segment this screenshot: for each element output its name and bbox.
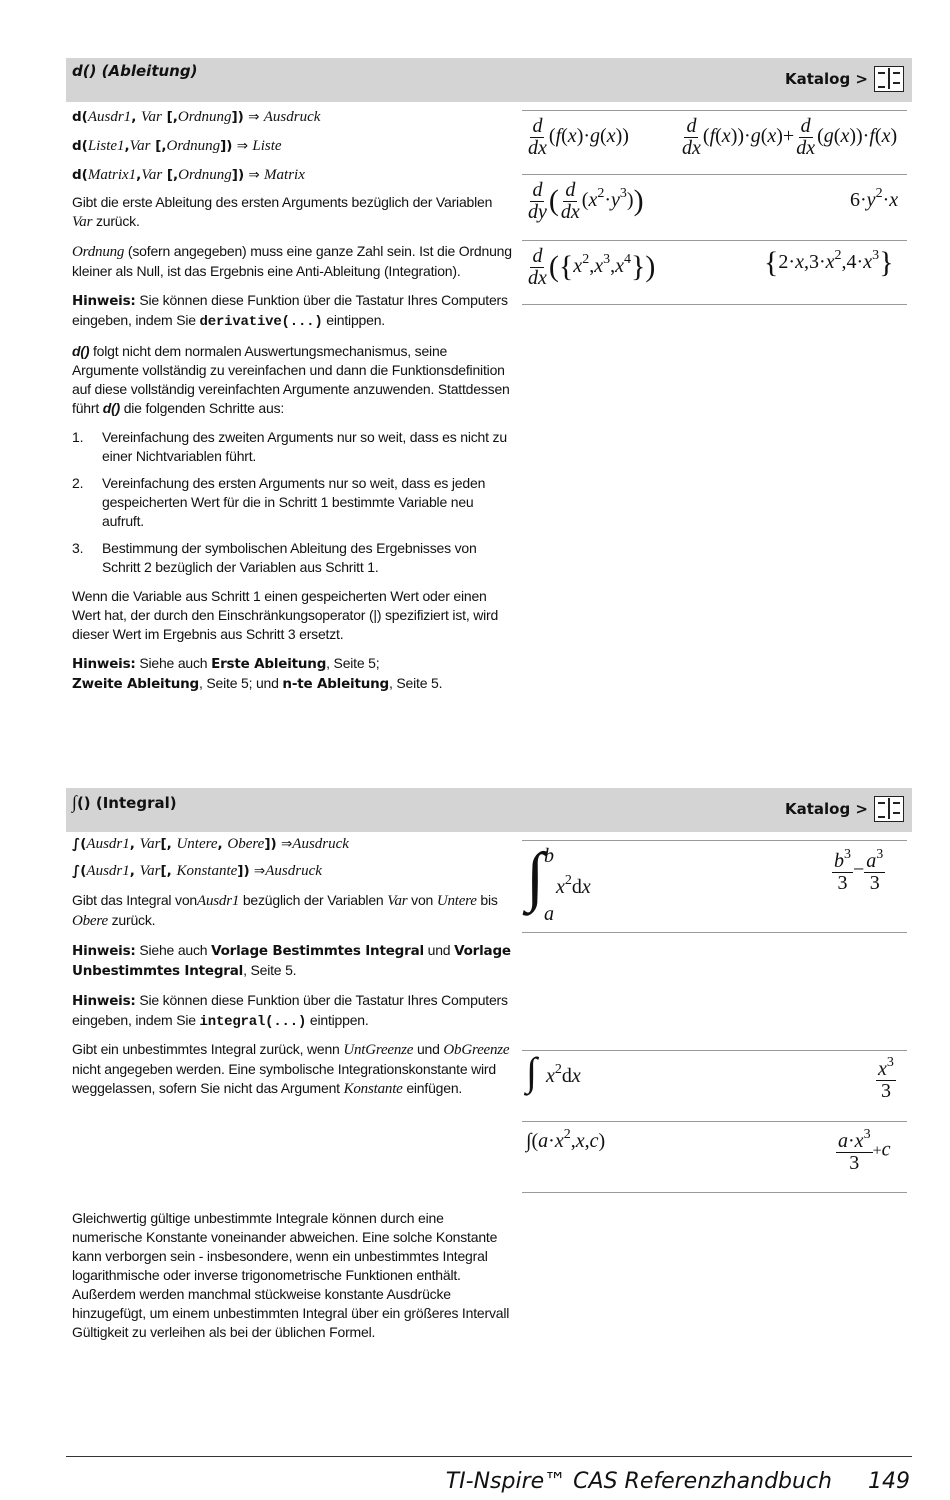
- example-result: $\frac{d}{dx}$ (f(x))·g(x)+ $\frac{d}{dx}$ (g(x))·f(x): [682, 115, 898, 159]
- example-result: $\frac{x^3}{3}$: [878, 1055, 894, 1102]
- example-input: ∫ b $x^2dx$ a: [526, 840, 591, 925]
- example-input: $\frac{d}{dy}$ ( $\frac{d}{dx}$ $(x^2\cdot y^3)$): [528, 179, 644, 223]
- syntax-line: d(Ausdr1, Var [,Ordnung]) ⇒ Ausdruck: [72, 109, 321, 125]
- note: Hinweis: Siehe auch Erste Ableitung, Seite 5; Zweite Ableitung, Seite 5; und n-te Ableitung, Seite 5.: [72, 655, 443, 692]
- list-item: 3. Bestimmung der symbolischen Ableitung des Ergebnisses von Schritt 2 bezüglich der Variablen aus Schritt 1.: [72, 540, 477, 575]
- section-title: d() (Ableitung): [72, 62, 198, 80]
- catalog-book-icon: [874, 796, 904, 822]
- example-input: $\frac{d}{dx}$ $(\{x^2,x^3,x^4\})$: [528, 245, 656, 289]
- syntax-line: ∫(Ausdr1, Var[, Konstante]) ⇒Ausdruck: [72, 863, 322, 879]
- paragraph: Gibt das Integral vonAusdr1 bezüglich der Variablen Var von Untere bis Obere zurück.: [72, 892, 498, 929]
- katalog-link[interactable]: Katalog >: [785, 796, 904, 822]
- example-result: $\frac{a\cdot x^3}{3}$ +c: [838, 1127, 891, 1174]
- example-result: $\{2\cdot x,3\cdot x^2,4\cdot x^3\}$: [764, 246, 894, 279]
- list-item: 1. Vereinfachung des zweiten Arguments nur so weit, dass es nicht zu einer Nichtvariablen führt.: [72, 429, 507, 464]
- example-input: ∫ $x^2dx$: [526, 1049, 581, 1094]
- example-divider: [522, 304, 907, 305]
- example-divider: [522, 840, 907, 841]
- example-result: $6\cdot y^2\cdot x$: [850, 186, 899, 211]
- derivative-description: [72, 108, 512, 694]
- note: Hinweis: Siehe auch Vorlage Bestimmtes Integral und Vorlage Unbestimmtes Integral, Seite 5.: [72, 942, 511, 979]
- section-header-derivative: [66, 58, 912, 102]
- example-divider: [522, 174, 907, 175]
- note: Hinweis: Sie können diese Funktion über die Tastatur Ihres Computers eingeben, indem Sie integral(...) eintippen.: [72, 992, 508, 1030]
- example-input: $\int(a\cdot x^2,x,c)$: [526, 1127, 606, 1152]
- section-title: ∫() (Integral): [72, 792, 177, 812]
- list-item: 2. Vereinfachung des ersten Arguments nur so weit, dass es jeden gespeicherten Wert für die in Schritt 1 bestimmte Variable neu aufruft.: [72, 475, 486, 529]
- example-input: $\frac{d}{dx}$ (f(x)·g(x)): [528, 115, 629, 159]
- catalog-book-icon: [874, 66, 904, 92]
- example-divider: [522, 932, 907, 933]
- paragraph: Ordnung (sofern angegeben) muss eine ganze Zahl sein. Ist die Ordnung kleiner als Null, ist das Ergebnis eine Anti-Ableitung (Integration).: [72, 243, 512, 279]
- integral-description: [72, 835, 512, 1099]
- syntax-line: ∫(Ausdr1, Var[, Untere, Obere]) ⇒Ausdruck: [72, 836, 349, 852]
- paragraph: Wenn die Variable aus Schritt 1 einen gespeicherten Wert oder einen Wert hat, der durch den Einschränkungsoperator (|) spezifiziert ist, wird dieser Wert im Ergebnis aus Schritt 3 ersetzt.: [72, 588, 499, 642]
- paragraph: d() folgt nicht dem normalen Auswertungsmechanismus, seine Argumente vollständig zu vereinfachen und dann die Funktionsdefinition auf diese vollständig vereinfachten Argumente anzuwenden. Stattdessen führt d() die folgenden Schritte aus:: [72, 343, 510, 416]
- section-header-integral: [66, 788, 912, 832]
- katalog-link[interactable]: Katalog >: [785, 66, 904, 92]
- note: Hinweis: Sie können diese Funktion über die Tastatur Ihres Computers eingeben, indem Sie derivative(...) eintippen.: [72, 292, 508, 330]
- example-divider: [522, 1050, 907, 1051]
- example-result: $\frac{b^3}{3}$ − $\frac{a^3}{3}$: [834, 847, 884, 894]
- paragraph: Gleichwertig gültige unbestimmte Integrale können durch eine numerische Konstante voneinander abweichen. Eine solche Konstante kann verborgen sein - insbesondere, wenn ein unbestimmtes Integral logarithmische oder inverse trigonometrische Funktionen enthält. Außerdem werden manchmal stückweise konstante Ausdrücke hinzugefügt, um einem unbestimmten Integral über ein größeres Intervall Gültigkeit zu verleihen als bei der üblichen Formel.: [72, 1210, 510, 1340]
- page-footer: [446, 1469, 910, 1494]
- footer-title: TI-Nspire™ CAS Referenzhandbuch: [445, 1469, 832, 1494]
- paragraph: Gibt die erste Ableitung des ersten Arguments bezüglich der Variablen Var zurück.: [72, 194, 493, 230]
- example-divider: [522, 110, 907, 111]
- example-divider: [522, 1121, 907, 1122]
- syntax-line: d(Liste1,Var [,Ordnung]) ⇒ Liste: [72, 138, 282, 154]
- paragraph: Gibt ein unbestimmtes Integral zurück, wenn UntGreenze und ObGreenze nicht angegeben werden. Eine symbolische Integrationskonstante wird weggelassen, sofern Sie nicht das Argument Konstante einfügen.: [72, 1041, 510, 1097]
- page-number: 149: [868, 1469, 910, 1494]
- example-divider: [522, 240, 907, 241]
- example-divider: [522, 1192, 907, 1193]
- syntax-line: d(Matrix1,Var [,Ordnung]) ⇒ Matrix: [72, 167, 305, 183]
- footer-rule: [66, 1456, 912, 1457]
